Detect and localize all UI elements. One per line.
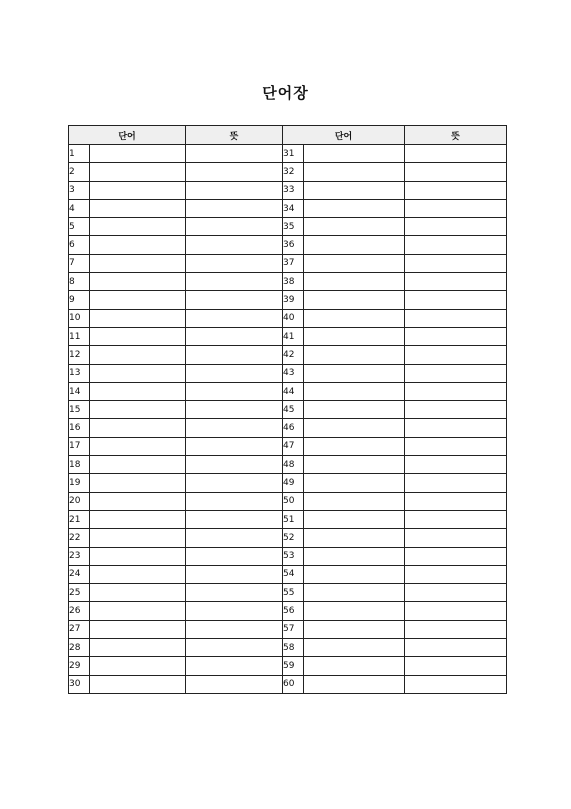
- table-row: [69, 401, 507, 419]
- table-row: [69, 254, 507, 272]
- meaning-cell-left[interactable]: [186, 437, 283, 455]
- meaning-cell-right[interactable]: [405, 309, 507, 327]
- row-number-left: 20: [69, 492, 90, 510]
- word-cell-right[interactable]: [304, 145, 405, 163]
- row-number-left: 23: [69, 547, 90, 565]
- table-row: [69, 327, 507, 345]
- table-row: [69, 273, 507, 291]
- row-number-right: 53: [283, 547, 304, 565]
- table-row: [69, 181, 507, 199]
- word-cell-right[interactable]: [304, 565, 405, 583]
- table-row: [69, 584, 507, 602]
- word-cell-left[interactable]: [90, 510, 186, 528]
- word-cell-left[interactable]: [90, 273, 186, 291]
- word-cell-left[interactable]: [90, 565, 186, 583]
- word-cell-right[interactable]: [304, 474, 405, 492]
- table-row: [69, 364, 507, 382]
- table-row: [69, 675, 507, 693]
- table-row: [69, 236, 507, 254]
- meaning-cell-right[interactable]: [405, 474, 507, 492]
- word-cell-right[interactable]: [304, 602, 405, 620]
- word-cell-right[interactable]: [304, 529, 405, 547]
- word-cell-right[interactable]: [304, 437, 405, 455]
- word-cell-left[interactable]: [90, 309, 186, 327]
- word-cell-right[interactable]: [304, 419, 405, 437]
- meaning-cell-left[interactable]: [186, 254, 283, 272]
- meaning-cell-left[interactable]: [186, 199, 283, 217]
- word-cell-right[interactable]: [304, 547, 405, 565]
- word-cell-right[interactable]: [304, 456, 405, 474]
- table-row: [69, 620, 507, 638]
- table-row: [69, 510, 507, 528]
- meaning-cell-right[interactable]: [405, 419, 507, 437]
- header-meaning-left: 뜻: [186, 126, 283, 145]
- word-cell-left[interactable]: [90, 254, 186, 272]
- meaning-cell-left[interactable]: [186, 346, 283, 364]
- meaning-cell-right[interactable]: [405, 218, 507, 236]
- row-number-left: 10: [69, 309, 90, 327]
- table-row: [69, 602, 507, 620]
- meaning-cell-right[interactable]: [405, 675, 507, 693]
- table-row: [69, 291, 507, 309]
- meaning-cell-right[interactable]: [405, 291, 507, 309]
- word-cell-right[interactable]: [304, 510, 405, 528]
- row-number-right: 44: [283, 382, 304, 400]
- word-cell-left[interactable]: [90, 602, 186, 620]
- meaning-cell-right[interactable]: [405, 547, 507, 565]
- meaning-cell-left[interactable]: [186, 492, 283, 510]
- word-cell-left[interactable]: [90, 327, 186, 345]
- row-number-right: 49: [283, 474, 304, 492]
- row-number-left: 19: [69, 474, 90, 492]
- word-cell-right[interactable]: [304, 291, 405, 309]
- vocabulary-table: [68, 125, 507, 694]
- word-cell-right[interactable]: [304, 639, 405, 657]
- row-number-right: 60: [283, 675, 304, 693]
- word-cell-left[interactable]: [90, 675, 186, 693]
- row-number-right: 52: [283, 529, 304, 547]
- row-number-right: 40: [283, 309, 304, 327]
- row-number-left: 28: [69, 639, 90, 657]
- word-cell-right[interactable]: [304, 584, 405, 602]
- meaning-cell-left[interactable]: [186, 510, 283, 528]
- meaning-cell-left[interactable]: [186, 401, 283, 419]
- meaning-cell-right[interactable]: [405, 346, 507, 364]
- row-number-left: 27: [69, 620, 90, 638]
- meaning-cell-left[interactable]: [186, 620, 283, 638]
- meaning-cell-right[interactable]: [405, 492, 507, 510]
- row-number-left: 12: [69, 346, 90, 364]
- word-cell-left[interactable]: [90, 620, 186, 638]
- meaning-cell-right[interactable]: [405, 401, 507, 419]
- row-number-left: 22: [69, 529, 90, 547]
- word-cell-right[interactable]: [304, 675, 405, 693]
- row-number-left: 1: [69, 145, 90, 163]
- meaning-cell-left[interactable]: [186, 419, 283, 437]
- word-cell-right[interactable]: [304, 364, 405, 382]
- meaning-cell-right[interactable]: [405, 510, 507, 528]
- table-row: [69, 565, 507, 583]
- row-number-right: 57: [283, 620, 304, 638]
- meaning-cell-right[interactable]: [405, 181, 507, 199]
- table-row: [69, 492, 507, 510]
- word-cell-left[interactable]: [90, 657, 186, 675]
- row-number-left: 7: [69, 254, 90, 272]
- row-number-right: 33: [283, 181, 304, 199]
- word-cell-right[interactable]: [304, 199, 405, 217]
- row-number-right: 58: [283, 639, 304, 657]
- row-number-left: 9: [69, 291, 90, 309]
- word-cell-left[interactable]: [90, 419, 186, 437]
- row-number-right: 46: [283, 419, 304, 437]
- row-number-left: 3: [69, 181, 90, 199]
- meaning-cell-left[interactable]: [186, 474, 283, 492]
- row-number-left: 8: [69, 273, 90, 291]
- meaning-cell-right[interactable]: [405, 620, 507, 638]
- word-cell-left[interactable]: [90, 364, 186, 382]
- meaning-cell-left[interactable]: [186, 163, 283, 181]
- table-row: [69, 346, 507, 364]
- word-cell-left[interactable]: [90, 382, 186, 400]
- meaning-cell-right[interactable]: [405, 163, 507, 181]
- word-cell-right[interactable]: [304, 181, 405, 199]
- word-cell-right[interactable]: [304, 218, 405, 236]
- table-row: [69, 145, 507, 163]
- row-number-right: 42: [283, 346, 304, 364]
- row-number-right: 51: [283, 510, 304, 528]
- word-cell-right[interactable]: [304, 236, 405, 254]
- table-row: [69, 437, 507, 455]
- meaning-cell-right[interactable]: [405, 327, 507, 345]
- meaning-cell-right[interactable]: [405, 382, 507, 400]
- meaning-cell-left[interactable]: [186, 218, 283, 236]
- row-number-left: 16: [69, 419, 90, 437]
- word-cell-right[interactable]: [304, 382, 405, 400]
- table-row: [69, 657, 507, 675]
- row-number-right: 34: [283, 199, 304, 217]
- word-cell-right[interactable]: [304, 346, 405, 364]
- row-number-left: 14: [69, 382, 90, 400]
- meaning-cell-right[interactable]: [405, 236, 507, 254]
- row-number-left: 17: [69, 437, 90, 455]
- word-cell-left[interactable]: [90, 181, 186, 199]
- word-cell-left[interactable]: [90, 291, 186, 309]
- row-number-left: 11: [69, 327, 90, 345]
- word-cell-right[interactable]: [304, 657, 405, 675]
- row-number-right: 36: [283, 236, 304, 254]
- table-row: [69, 163, 507, 181]
- meaning-cell-right[interactable]: [405, 602, 507, 620]
- meaning-cell-left[interactable]: [186, 675, 283, 693]
- table-row: [69, 529, 507, 547]
- row-number-left: 2: [69, 163, 90, 181]
- header-row: [69, 126, 507, 145]
- meaning-cell-left[interactable]: [186, 547, 283, 565]
- meaning-cell-left[interactable]: [186, 291, 283, 309]
- meaning-cell-right[interactable]: [405, 584, 507, 602]
- row-number-right: 47: [283, 437, 304, 455]
- row-number-right: 32: [283, 163, 304, 181]
- word-cell-left[interactable]: [90, 474, 186, 492]
- meaning-cell-left[interactable]: [186, 602, 283, 620]
- word-cell-right[interactable]: [304, 309, 405, 327]
- meaning-cell-left[interactable]: [186, 657, 283, 675]
- row-number-right: 48: [283, 456, 304, 474]
- word-cell-left[interactable]: [90, 492, 186, 510]
- row-number-left: 6: [69, 236, 90, 254]
- meaning-cell-left[interactable]: [186, 529, 283, 547]
- meaning-cell-left[interactable]: [186, 181, 283, 199]
- row-number-left: 30: [69, 675, 90, 693]
- table-row: [69, 474, 507, 492]
- meaning-cell-right[interactable]: [405, 199, 507, 217]
- meaning-cell-left[interactable]: [186, 456, 283, 474]
- word-cell-right[interactable]: [304, 254, 405, 272]
- row-number-left: 18: [69, 456, 90, 474]
- row-number-left: 21: [69, 510, 90, 528]
- row-number-right: 39: [283, 291, 304, 309]
- row-number-right: 45: [283, 401, 304, 419]
- word-cell-left[interactable]: [90, 639, 186, 657]
- meaning-cell-right[interactable]: [405, 456, 507, 474]
- word-cell-left[interactable]: [90, 401, 186, 419]
- meaning-cell-right[interactable]: [405, 254, 507, 272]
- word-cell-left[interactable]: [90, 163, 186, 181]
- header-meaning-right: 뜻: [405, 126, 507, 145]
- row-number-right: 41: [283, 327, 304, 345]
- row-number-right: 54: [283, 565, 304, 583]
- meaning-cell-left[interactable]: [186, 273, 283, 291]
- row-number-right: 38: [283, 273, 304, 291]
- row-number-right: 43: [283, 364, 304, 382]
- row-number-left: 25: [69, 584, 90, 602]
- meaning-cell-right[interactable]: [405, 437, 507, 455]
- word-cell-left[interactable]: [90, 584, 186, 602]
- word-cell-left[interactable]: [90, 145, 186, 163]
- meaning-cell-left[interactable]: [186, 364, 283, 382]
- row-number-left: 4: [69, 199, 90, 217]
- meaning-cell-right[interactable]: [405, 529, 507, 547]
- table-row: [69, 547, 507, 565]
- word-cell-right[interactable]: [304, 620, 405, 638]
- row-number-left: 26: [69, 602, 90, 620]
- row-number-left: 5: [69, 218, 90, 236]
- word-cell-left[interactable]: [90, 236, 186, 254]
- meaning-cell-right[interactable]: [405, 565, 507, 583]
- row-number-left: 13: [69, 364, 90, 382]
- meaning-cell-left[interactable]: [186, 382, 283, 400]
- word-cell-left[interactable]: [90, 437, 186, 455]
- meaning-cell-left[interactable]: [186, 584, 283, 602]
- meaning-cell-left[interactable]: [186, 309, 283, 327]
- table-row: [69, 456, 507, 474]
- page-title: 단어장: [262, 84, 309, 102]
- meaning-cell-right[interactable]: [405, 145, 507, 163]
- word-cell-left[interactable]: [90, 547, 186, 565]
- table-row: [69, 639, 507, 657]
- row-number-right: 56: [283, 602, 304, 620]
- meaning-cell-right[interactable]: [405, 657, 507, 675]
- row-number-right: 31: [283, 145, 304, 163]
- word-cell-left[interactable]: [90, 199, 186, 217]
- meaning-cell-left[interactable]: [186, 639, 283, 657]
- word-cell-left[interactable]: [90, 456, 186, 474]
- header-word-left: 단어: [69, 126, 186, 145]
- table-row: [69, 419, 507, 437]
- meaning-cell-left[interactable]: [186, 565, 283, 583]
- table-row: [69, 382, 507, 400]
- word-cell-right[interactable]: [304, 273, 405, 291]
- word-cell-right[interactable]: [304, 492, 405, 510]
- table-row: [69, 309, 507, 327]
- word-cell-right[interactable]: [304, 327, 405, 345]
- meaning-cell-left[interactable]: [186, 236, 283, 254]
- meaning-cell-left[interactable]: [186, 145, 283, 163]
- word-cell-right[interactable]: [304, 401, 405, 419]
- table-row: [69, 218, 507, 236]
- meaning-cell-right[interactable]: [405, 639, 507, 657]
- row-number-right: 50: [283, 492, 304, 510]
- word-cell-left[interactable]: [90, 529, 186, 547]
- row-number-left: 29: [69, 657, 90, 675]
- word-cell-left[interactable]: [90, 346, 186, 364]
- header-word-right: 단어: [283, 126, 405, 145]
- row-number-right: 37: [283, 254, 304, 272]
- row-number-left: 15: [69, 401, 90, 419]
- row-number-right: 55: [283, 584, 304, 602]
- meaning-cell-right[interactable]: [405, 364, 507, 382]
- row-number-right: 59: [283, 657, 304, 675]
- word-cell-left[interactable]: [90, 218, 186, 236]
- word-cell-right[interactable]: [304, 163, 405, 181]
- meaning-cell-left[interactable]: [186, 327, 283, 345]
- row-number-right: 35: [283, 218, 304, 236]
- row-number-left: 24: [69, 565, 90, 583]
- meaning-cell-right[interactable]: [405, 273, 507, 291]
- table-row: [69, 199, 507, 217]
